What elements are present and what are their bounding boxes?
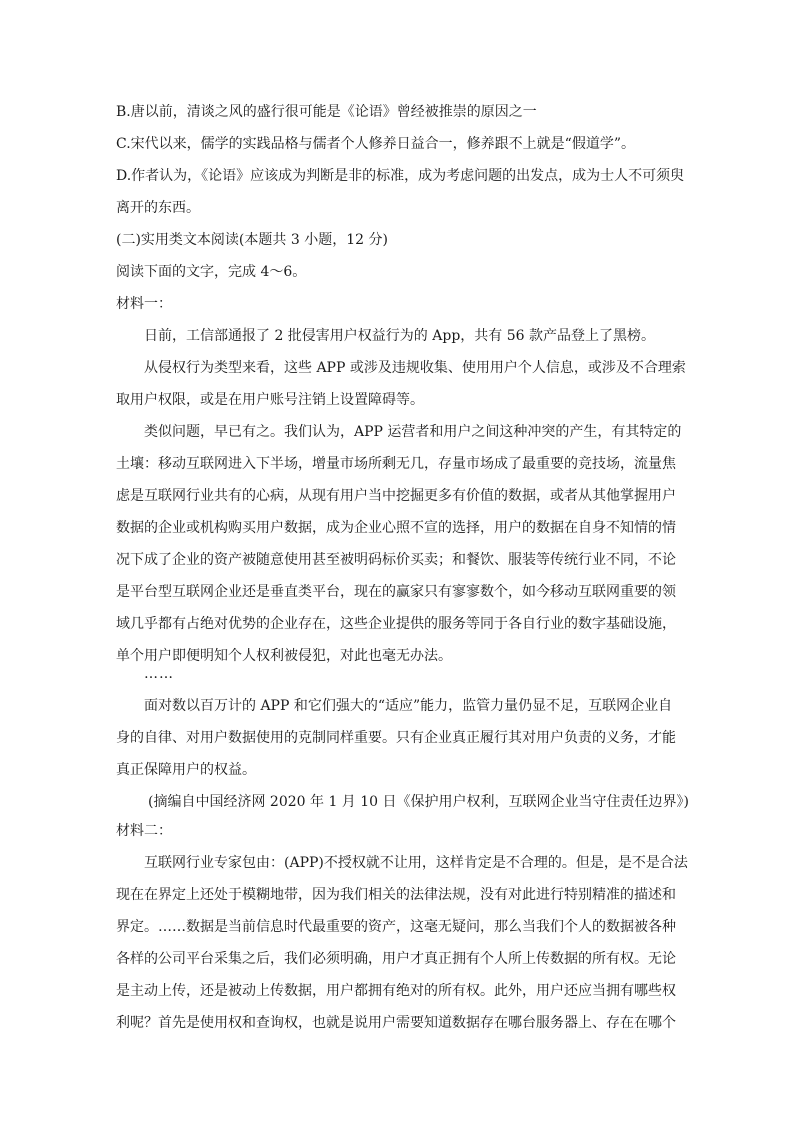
ellipsis: …… <box>144 666 174 682</box>
paragraph-line: 取用户权限，或是在用户账号注销上设置障碍等。 <box>116 392 424 408</box>
paragraph-line: 互联网行业专家包由：(APP)不授权就不让用，这样肯定是不合理的。但是，是不是合法 <box>144 855 688 871</box>
option-d: D.作者认为，《论语》应该成为判断是非的标准，成为考虑问题的出发点，成为士人不可须臾 <box>116 168 685 184</box>
paragraph-line: 身的自律、对用户数据使用的克制同样重要。只有企业真正履行其对用户负责的义务，才能 <box>116 730 676 746</box>
section-heading: (二)实用类文本阅读(本题共 3 小题，12 分) <box>116 232 388 248</box>
paragraph-line: 从侵权行为类型来看，这些 APP 或涉及违规收集、使用用户个人信息，或涉及不合理索 <box>144 360 686 376</box>
paragraph-line: 况下成了企业的资产被随意使用甚至被明码标价买卖；和餐饮、服装等传统行业不同，不论 <box>116 552 676 568</box>
option-c: C.宋代以来，儒学的实践品格与儒者个人修养日益合一，修养跟不上就是“假道学”。 <box>116 136 635 152</box>
paragraph-line: 真正保障用户的权益。 <box>116 762 256 778</box>
source-citation: (摘编自中国经济网 2020 年 1 月 10 日《保护用户权利，互联网企业当守住责任边界》) <box>148 794 689 810</box>
paragraph-line: 各样的公司平台采集之后，我们必须明确，用户才真正拥有个人所上传数据的所有权。无论 <box>116 951 676 967</box>
paragraph-line: 界定。……数据是当前信息时代最重要的资产，这毫无疑问，那么当我们个人的数据被各种 <box>116 919 676 935</box>
paragraph-line: 数据的企业或机构购买用户数据，成为企业心照不宣的选择，用户的数据在自身不知情的情 <box>116 520 676 536</box>
paragraph-line: 是平台型互联网企业还是垂直类平台，现在的赢家只有寥寥数个，如今移动互联网重要的领 <box>116 584 676 600</box>
instruction: 阅读下面的文字，完成 4～6。 <box>116 264 307 280</box>
paragraph-line: 面对数以百万计的 APP 和它们强大的“适应”能力，监管力量仍显不足，互联网企业自 <box>144 698 673 714</box>
paragraph-line: 类似问题，早已有之。我们认为，APP 运营者和用户之间这种冲突的产生，有其特定的 <box>144 424 682 440</box>
paragraph-line: 虑是互联网行业共有的心病，从现有用户当中挖掘更多有价值的数据，或者从其他掌握用户 <box>116 488 676 504</box>
paragraph-line: 利呢？首先是使用权和查询权，也就是说用户需要知道数据存在哪台服务器上、存在在哪个 <box>116 1015 676 1031</box>
paragraph-line: 域几乎都有占绝对优势的企业存在，这些企业提供的服务等同于各自行业的数字基础设施， <box>116 616 676 632</box>
paragraph-line: 单个用户即便明知个人权利被侵犯，对此也毫无办法。 <box>116 648 452 664</box>
material-two-label: 材料二： <box>116 823 172 839</box>
paragraph-line: 土壤：移动互联网进入下半场，增量市场所剩无几，存量市场成了最重要的竞技场，流量焦 <box>116 456 676 472</box>
paragraph-line: 日前，工信部通报了 2 批侵害用户权益行为的 App，共有 56 款产品登上了黑榜。 <box>144 328 656 344</box>
option-d-cont: 离开的东西。 <box>116 200 200 216</box>
option-b: B.唐以前，清谈之风的盛行很可能是《论语》曾经被推崇的原因之一 <box>116 104 537 120</box>
paragraph-line: 现在在界定上还处于模糊地带，因为我们相关的法律法规，没有对此进行特别精准的描述和 <box>116 887 676 903</box>
material-one-label: 材料一： <box>116 296 172 312</box>
paragraph-line: 是主动上传，还是被动上传数据，用户都拥有绝对的所有权。此外，用户还应当拥有哪些权 <box>116 983 676 999</box>
